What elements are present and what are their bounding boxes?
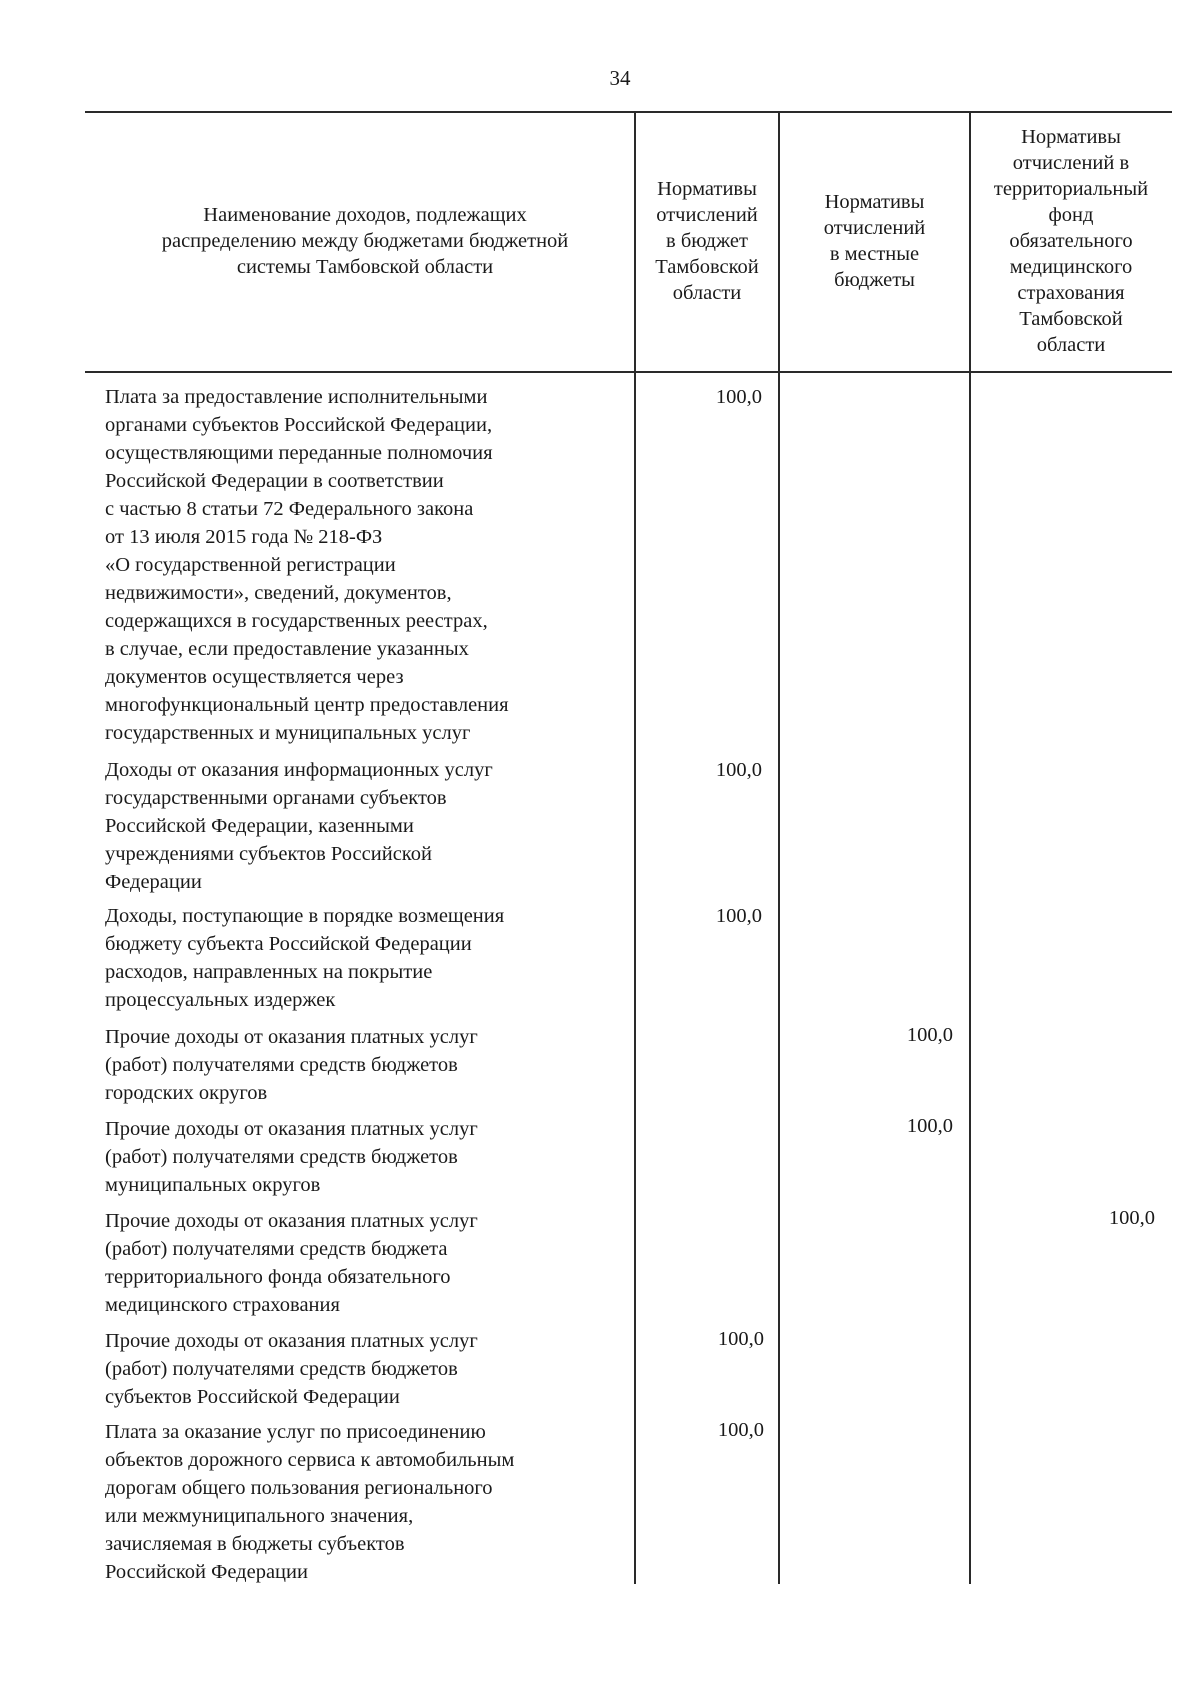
income-name: Прочие доходы от оказания платных услуг (работ) получателями средств бюджета территориального фонда обязательного медицинского страхования — [105, 1210, 478, 1316]
table-top-rule — [85, 111, 1172, 113]
regional-value: 100,0 — [715, 905, 762, 927]
regional-value: 100,0 — [715, 386, 762, 408]
header-regional-label: Нормативы отчислений в бюджет Тамбовской области — [655, 178, 759, 304]
header-regional-column — [636, 115, 778, 367]
header-name-column — [100, 115, 630, 367]
header-fund-label: Нормативы отчислений в территориальный фонд обязательного медицинского страхования Тамбовской области — [993, 126, 1149, 356]
fund-value: 100,0 — [1108, 1207, 1155, 1229]
income-name: Прочие доходы от оказания платных услуг (работ) получателями средств бюджетов субъектов Российской Федерации — [105, 1330, 478, 1408]
income-name: Доходы от оказания информационных услуг государственными органами субъектов Российской Федерации, казенными учреждениями субъектов Российской Федерации — [105, 759, 493, 893]
local-value: 100,0 — [906, 1024, 953, 1046]
header-local-label: Нормативы отчислений в местные бюджеты — [823, 191, 926, 291]
income-name: Прочие доходы от оказания платных услуг (работ) получателями средств бюджетов городских округов — [105, 1026, 478, 1104]
header-fund-column — [971, 115, 1171, 367]
income-name: Доходы, поступающие в порядке возмещения бюджету субъекта Российской Федерации расходов, направленных на покрытие процессуальных издержек — [105, 905, 505, 1011]
regional-value: 100,0 — [717, 1419, 764, 1441]
income-name: Прочие доходы от оказания платных услуг (работ) получателями средств бюджетов муниципальных округов — [105, 1118, 478, 1196]
header-local-column — [780, 115, 969, 367]
income-name: Плата за оказание услуг по присоединению объектов дорожного сервиса к автомобильным дорогам общего пользования регионального или межмуниципального значения, зачисляемая в бюджеты субъектов Российской Федерации — [105, 1421, 515, 1583]
header-bottom-rule — [85, 371, 1172, 373]
page-number: 34 — [609, 66, 631, 90]
regional-value: 100,0 — [715, 759, 762, 781]
local-value: 100,0 — [906, 1115, 953, 1137]
income-name: Плата за предоставление исполнительными органами субъектов Российской Федерации, осуществляющими переданные полномочия Российской Федерации в соответствии с частью 8 статьи 72 Федерального закона от 13 июля 2015 года № 218-ФЗ «О государственной регистрации недвижимости», сведений, документов, содержащихся в государственных реестрах, в случае, если предоставление указанных документов осуществляется через многофункциональный центр предоставления государственных и муниципальных услуг — [105, 386, 509, 744]
regional-value: 100,0 — [717, 1328, 764, 1350]
header-name-label: Наименование доходов, подлежащих распределению между бюджетами бюджетной системы Тамбовской области — [161, 204, 569, 278]
